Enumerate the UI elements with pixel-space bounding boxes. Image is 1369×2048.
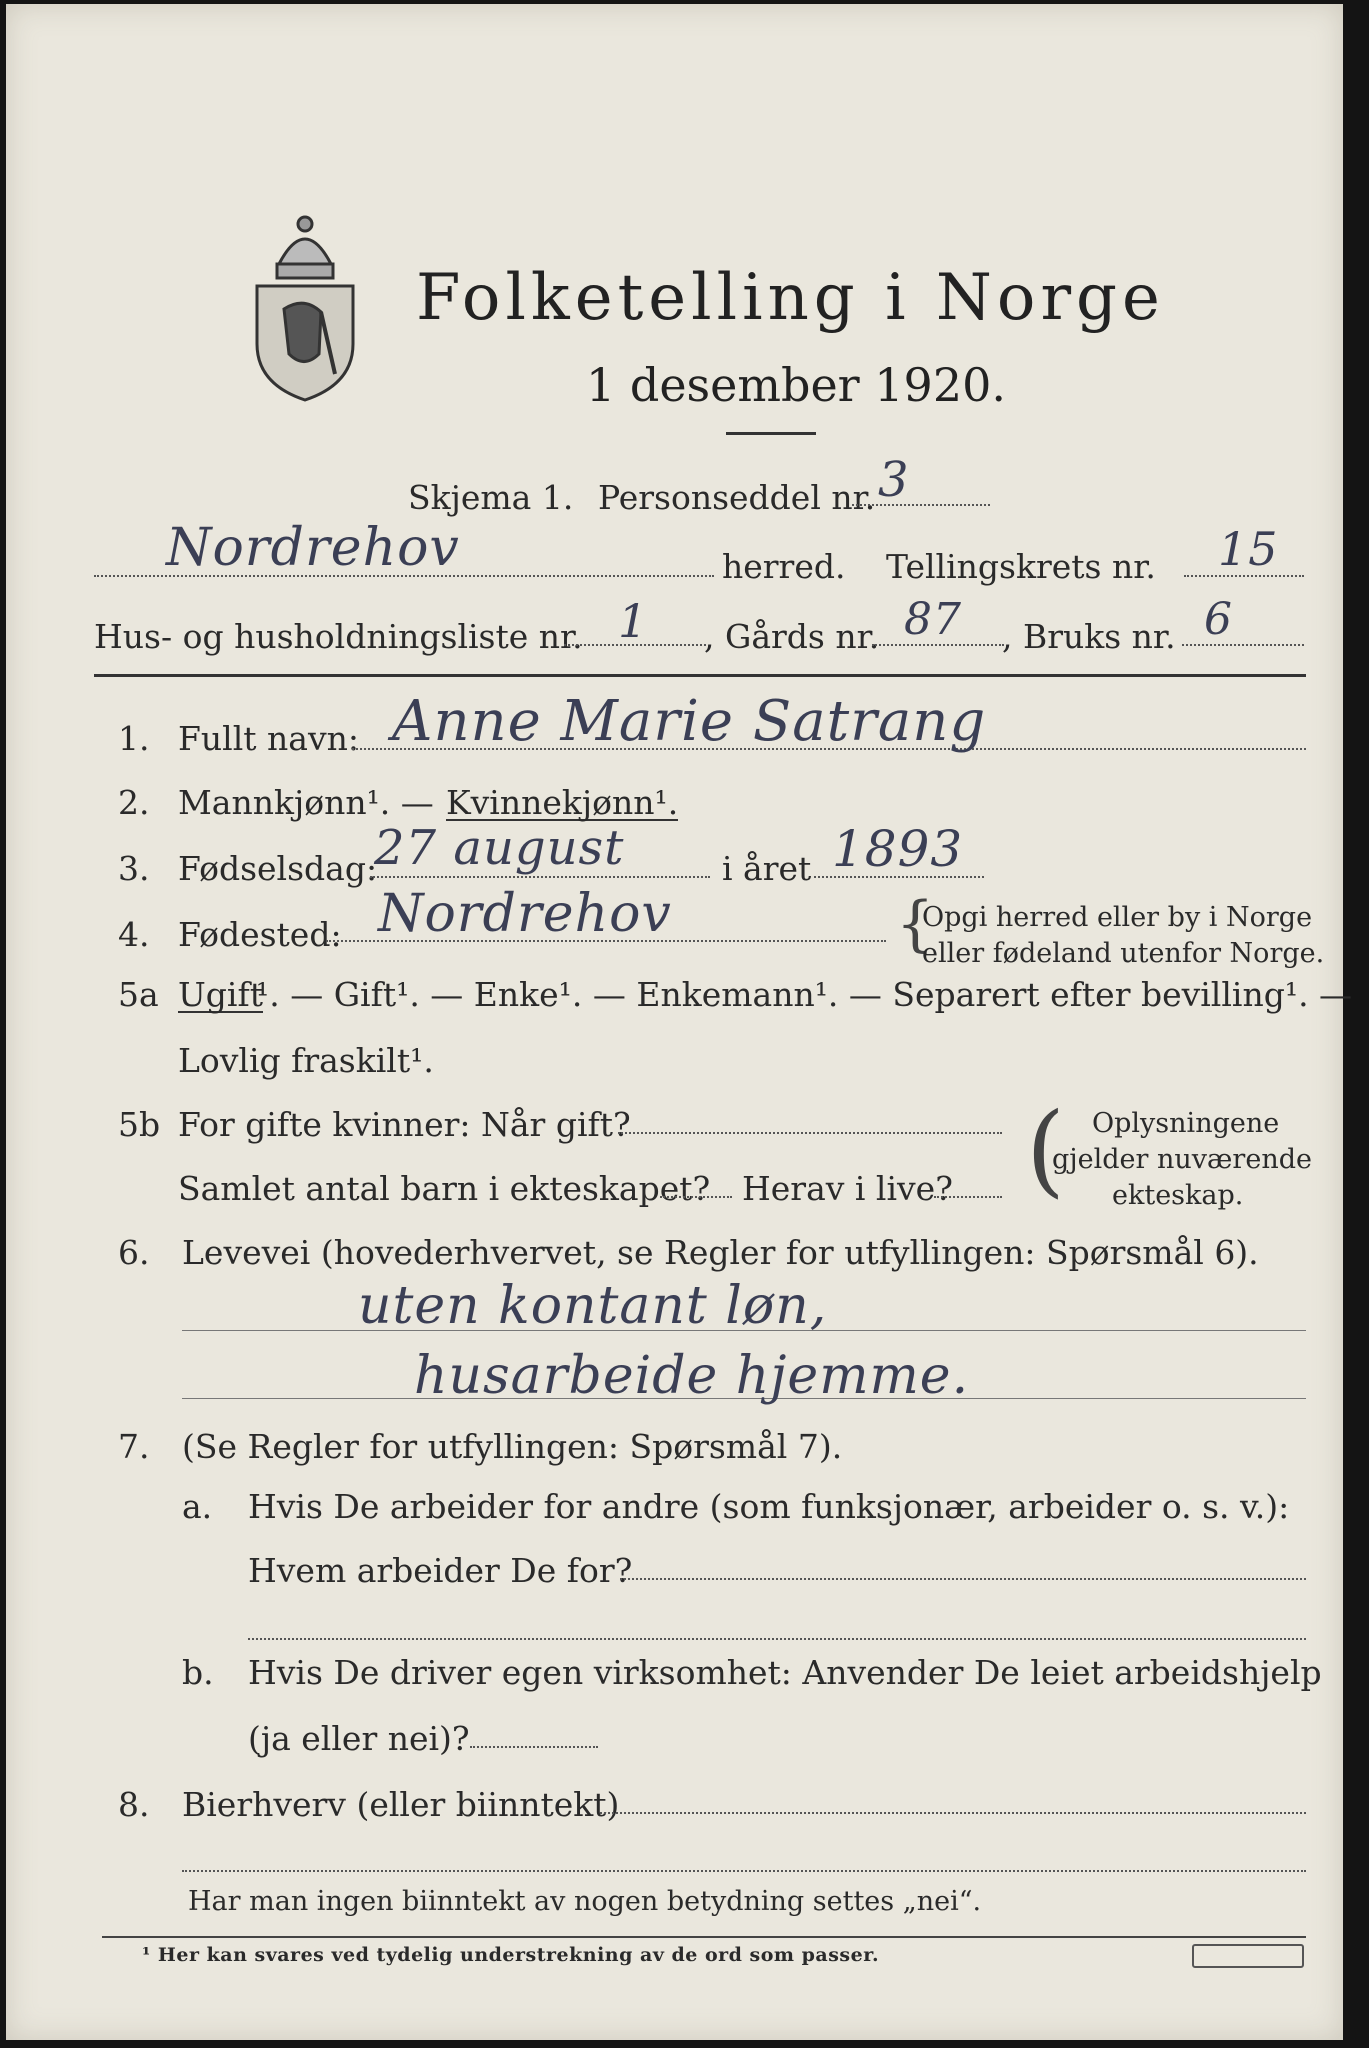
birthday-value: 27 august bbox=[374, 820, 625, 876]
husliste-label: Hus- og husholdningsliste nr. bbox=[94, 617, 583, 656]
q4-label: Fødested: bbox=[178, 915, 342, 954]
civil-status-ugift-option[interactable]: Ugift bbox=[178, 975, 263, 1014]
personseddel-field[interactable] bbox=[852, 504, 990, 506]
civil-status-fraskilt-option[interactable]: Lovlig fraskilt¹. bbox=[178, 1041, 434, 1080]
q1-label: Fullt navn: bbox=[178, 719, 359, 758]
census-form-page bbox=[6, 4, 1353, 2040]
q7a-line1: Hvis De arbeider for andre (som funksjonær, arbeider o. s. v.): bbox=[248, 1487, 1290, 1526]
personseddel-label: Personseddel nr. bbox=[598, 478, 876, 517]
norwegian-coat-of-arms-icon bbox=[249, 204, 361, 404]
q7b-line1: Hvis De driver egen virksomhet: Anvender De leiet arbeidshjelp bbox=[248, 1653, 1322, 1692]
q1-number: 1. bbox=[118, 719, 150, 758]
q6-label: Levevei (hovederhvervet, se Regler for utfyllingen: Spørsmål 6). bbox=[182, 1233, 1259, 1272]
marriage-note-line1: Oplysningene bbox=[1092, 1108, 1280, 1139]
bruks-label: , Bruks nr. bbox=[1002, 617, 1176, 656]
gender-kvinne-option[interactable]: Kvinnekjønn¹. bbox=[446, 783, 679, 822]
q5b-number: 5b bbox=[118, 1105, 161, 1144]
q3-number: 3. bbox=[118, 849, 150, 888]
tellingskrets-label: Tellingskrets nr. bbox=[886, 547, 1156, 586]
footnote: ¹ Her kan svares ved tydelig understrekning av de ord som passer. bbox=[142, 1944, 880, 1966]
brace-icon: { bbox=[896, 889, 935, 959]
employer-field[interactable] bbox=[620, 1578, 1306, 1580]
q3-label: Fødselsdag: bbox=[178, 849, 378, 888]
brace-icon: ( bbox=[1026, 1091, 1066, 1208]
q7-label: (Se Regler for utfyllingen: Spørsmål 7). bbox=[182, 1427, 843, 1466]
children-alive-label: Herav i live? bbox=[742, 1169, 953, 1208]
birthplace-note-line2: eller fødeland utenfor Norge. bbox=[922, 938, 1325, 969]
q7a-line2: Hvem arbeider De for? bbox=[248, 1551, 633, 1590]
hired-help-field[interactable] bbox=[470, 1746, 598, 1748]
q4-number: 4. bbox=[118, 915, 150, 954]
header-divider bbox=[94, 674, 1306, 677]
occupation-answer-1: uten kontant løn, bbox=[358, 1276, 828, 1336]
herred-label: herred. bbox=[722, 547, 846, 586]
employer-field-extra[interactable] bbox=[248, 1638, 1306, 1640]
birth-year-value: 1893 bbox=[832, 820, 964, 878]
children-total-label: Samlet antal barn i ekteskapet? bbox=[178, 1169, 711, 1208]
gards-value: 87 bbox=[904, 594, 962, 645]
tellingskrets-value: 15 bbox=[1218, 522, 1279, 576]
personseddel-value: 3 bbox=[878, 452, 910, 508]
marriage-note-line2: gjelder nuværende bbox=[1052, 1144, 1312, 1175]
bruks-value: 6 bbox=[1204, 594, 1233, 645]
full-name-value: Anne Marie Satrang bbox=[392, 689, 987, 754]
herred-value: Nordrehov bbox=[166, 518, 460, 578]
married-when-label: For gifte kvinner: Når gift? bbox=[178, 1105, 631, 1144]
marriage-note-line3: ekteskap. bbox=[1112, 1180, 1244, 1211]
side-income-field[interactable] bbox=[600, 1812, 1306, 1814]
civil-status-options[interactable]: ¹. — Gift¹. — Enke¹. — Enkemann¹. — Separert efter bevilling¹. — bbox=[256, 975, 1353, 1014]
income-note: Har man ingen biinntekt av nogen betydning settes „nei“. bbox=[188, 1886, 982, 1917]
q7-number: 7. bbox=[118, 1427, 150, 1466]
children-total-field[interactable] bbox=[660, 1196, 732, 1198]
children-alive-field[interactable] bbox=[934, 1196, 1002, 1198]
q7a-letter: a. bbox=[182, 1487, 213, 1526]
q6-number: 6. bbox=[118, 1233, 150, 1272]
married-when-field[interactable] bbox=[618, 1132, 1002, 1134]
side-income-field-extra[interactable] bbox=[182, 1870, 1306, 1872]
printer-stamp bbox=[1192, 1944, 1304, 1968]
q8-label: Bierhverv (eller biinntekt) bbox=[182, 1785, 620, 1824]
q5a-number: 5a bbox=[118, 975, 159, 1014]
page-title: Folketelling i Norge bbox=[416, 261, 1165, 335]
birthplace-note-line1: Opgi herred eller by i Norge bbox=[922, 902, 1313, 933]
q8-number: 8. bbox=[118, 1785, 150, 1824]
footer-divider bbox=[102, 1936, 1306, 1938]
birthday-field[interactable] bbox=[370, 876, 710, 878]
birth-year-label: i året bbox=[722, 849, 812, 888]
occupation-answer-2: husarbeide hjemme. bbox=[414, 1346, 970, 1406]
husliste-value: 1 bbox=[618, 594, 649, 648]
skjema-label: Skjema 1. bbox=[408, 478, 574, 517]
gender-mann-option[interactable]: Mannkjønn¹. — bbox=[178, 783, 434, 822]
q7b-letter: b. bbox=[182, 1653, 214, 1692]
title-divider bbox=[726, 432, 816, 435]
birthplace-value: Nordrehov bbox=[378, 884, 672, 944]
q7b-line2: (ja eller nei)? bbox=[248, 1719, 470, 1758]
bruks-field[interactable] bbox=[1182, 644, 1304, 646]
q2-number: 2. bbox=[118, 783, 150, 822]
census-date: 1 desember 1920. bbox=[586, 358, 1006, 412]
gards-label: , Gårds nr. bbox=[704, 617, 880, 656]
